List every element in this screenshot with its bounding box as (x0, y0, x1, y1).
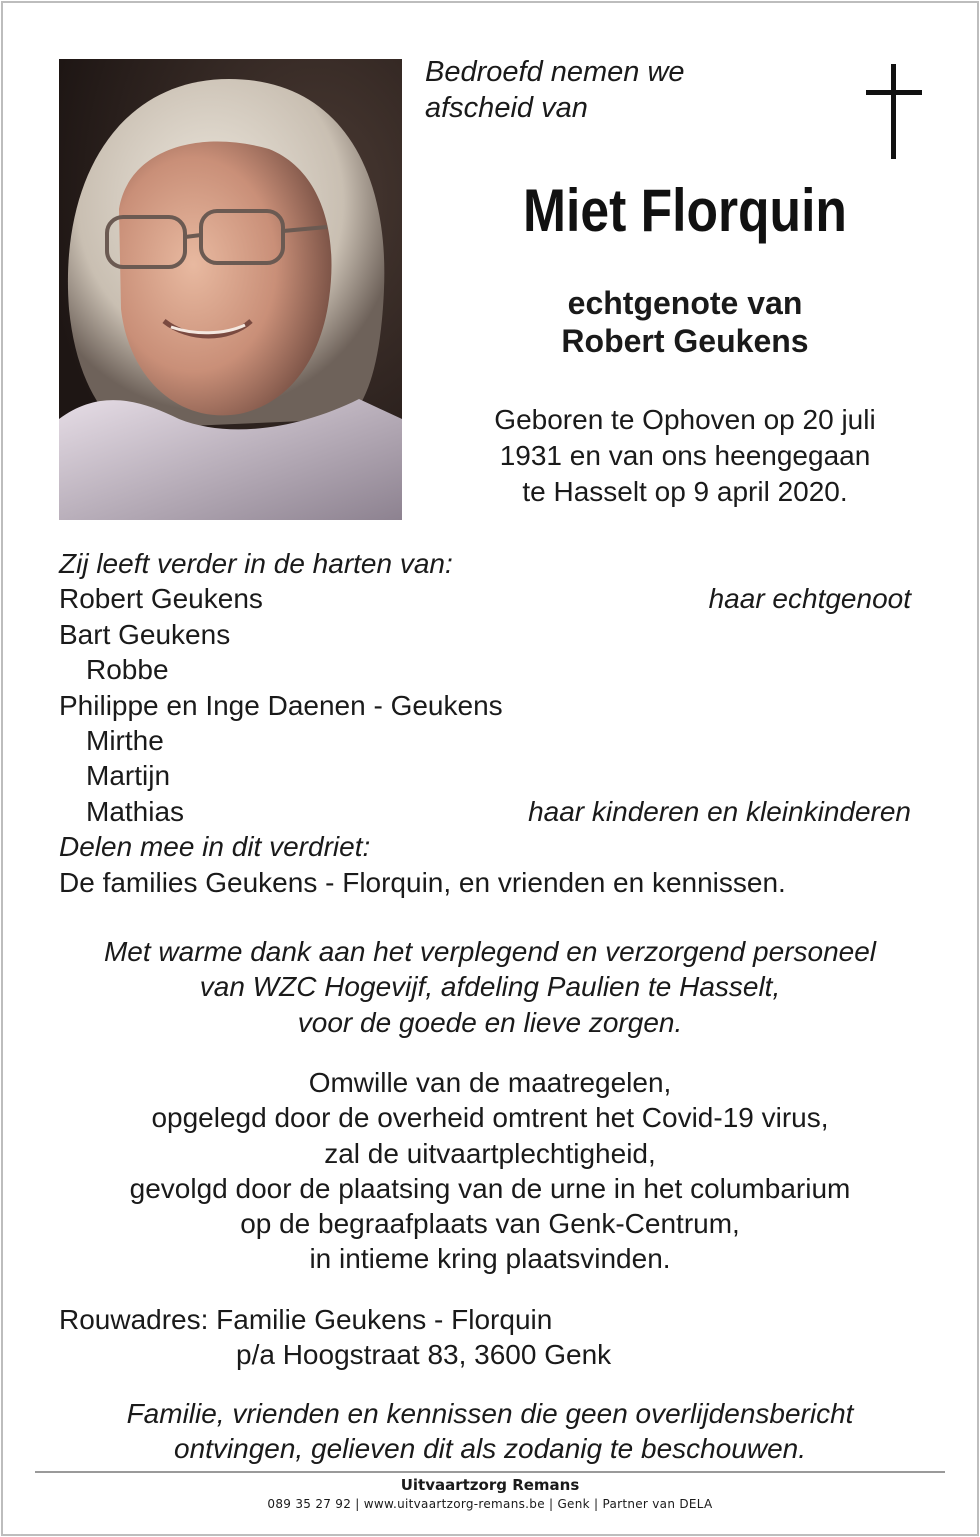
share-text: De families Geukens - Florquin, en vrienden en kennissen. (59, 866, 786, 898)
survivor-name: Martijn (86, 760, 171, 792)
measures-line: in intieme kring plaatsvinden. (309, 1243, 671, 1275)
born-line: 1931 en van ons heengegaan (499, 440, 871, 471)
measures-line: op de begraafplaats van Genk-Centrum, (240, 1208, 740, 1240)
mourning-address (59, 1302, 611, 1372)
undertaker-contact: 089 35 27 92 | www.uitvaartzorg-remans.be | Genk | Partner van DELA (267, 1497, 713, 1511)
born-line: Geboren te Ophoven op 20 juli (494, 404, 876, 435)
birth-death-text (440, 402, 930, 510)
survivor-name: Mathias (86, 795, 185, 827)
measures-line: opgelegd door de overheid omtrent het Covid-19 virus, (151, 1102, 829, 1134)
share-heading: Delen mee in dit verdriet: (59, 831, 371, 863)
latin-cross-icon (866, 64, 922, 159)
footer-divider (35, 1471, 945, 1473)
spouse-name: Robert Geukens (561, 323, 809, 359)
portrait-photo (59, 59, 402, 520)
thanks-line: Met warme dank aan het verplegend en verzorgend personeel (103, 936, 877, 967)
survivor-name: Mirthe (86, 724, 164, 756)
survivors-heading: Zij leeft verder in de harten van: (59, 548, 453, 579)
survivor-name: Bart Geukens (59, 618, 231, 650)
spouse-text (440, 284, 930, 360)
intro-line: afscheid van (425, 92, 588, 124)
undertaker-name: Uitvaartzorg Remans (400, 1476, 580, 1494)
measures-line: Omwille van de maatregelen, (308, 1067, 672, 1098)
spouse-line: echtgenote van (567, 285, 803, 321)
survivor-row (59, 794, 919, 829)
survivor-row (59, 617, 919, 652)
address-line: p/a Hoogstraat 83, 3600 Genk (236, 1339, 612, 1370)
intro-line: Bedroefd nemen we (425, 56, 685, 88)
survivor-relation: haar kinderen en kleinkinderen (528, 795, 911, 827)
survivors-list (59, 546, 919, 900)
survivor-name: Robert Geukens (59, 583, 263, 615)
survivor-row (59, 581, 919, 616)
survivor-name: Philippe en Inge Daenen - Geukens (59, 689, 503, 721)
survivor-name: Robbe (86, 654, 169, 686)
notice-text (40, 1396, 940, 1467)
address-line: Rouwadres: Familie Geukens - Florquin (59, 1304, 553, 1335)
thanks-text (40, 934, 940, 1040)
thanks-line: voor de goede en lieve zorgen. (297, 1006, 683, 1038)
deceased-name: Miet Florquin (523, 177, 847, 244)
notice-line: Familie, vrienden en kennissen die geen overlijdensbericht (126, 1398, 854, 1429)
born-line: te Hasselt op 9 april 2020. (522, 476, 848, 507)
notice-line: ontvingen, gelieven dit als zodanig te beschouwen. (174, 1433, 806, 1465)
covid-measures-text (40, 1065, 940, 1277)
thanks-line: van WZC Hogevijf, afdeling Paulien te Hasselt, (199, 971, 781, 1003)
measures-line: gevolgd door de plaatsing van de urne in het columbarium (129, 1172, 851, 1204)
intro-text (425, 54, 685, 126)
survivor-row (59, 688, 919, 723)
survivor-row (59, 723, 919, 758)
survivor-row (59, 652, 919, 687)
measures-line: zal de uitvaartplechtigheid, (324, 1137, 656, 1169)
survivor-row (59, 758, 919, 793)
survivor-relation: haar echtgenoot (708, 583, 911, 615)
